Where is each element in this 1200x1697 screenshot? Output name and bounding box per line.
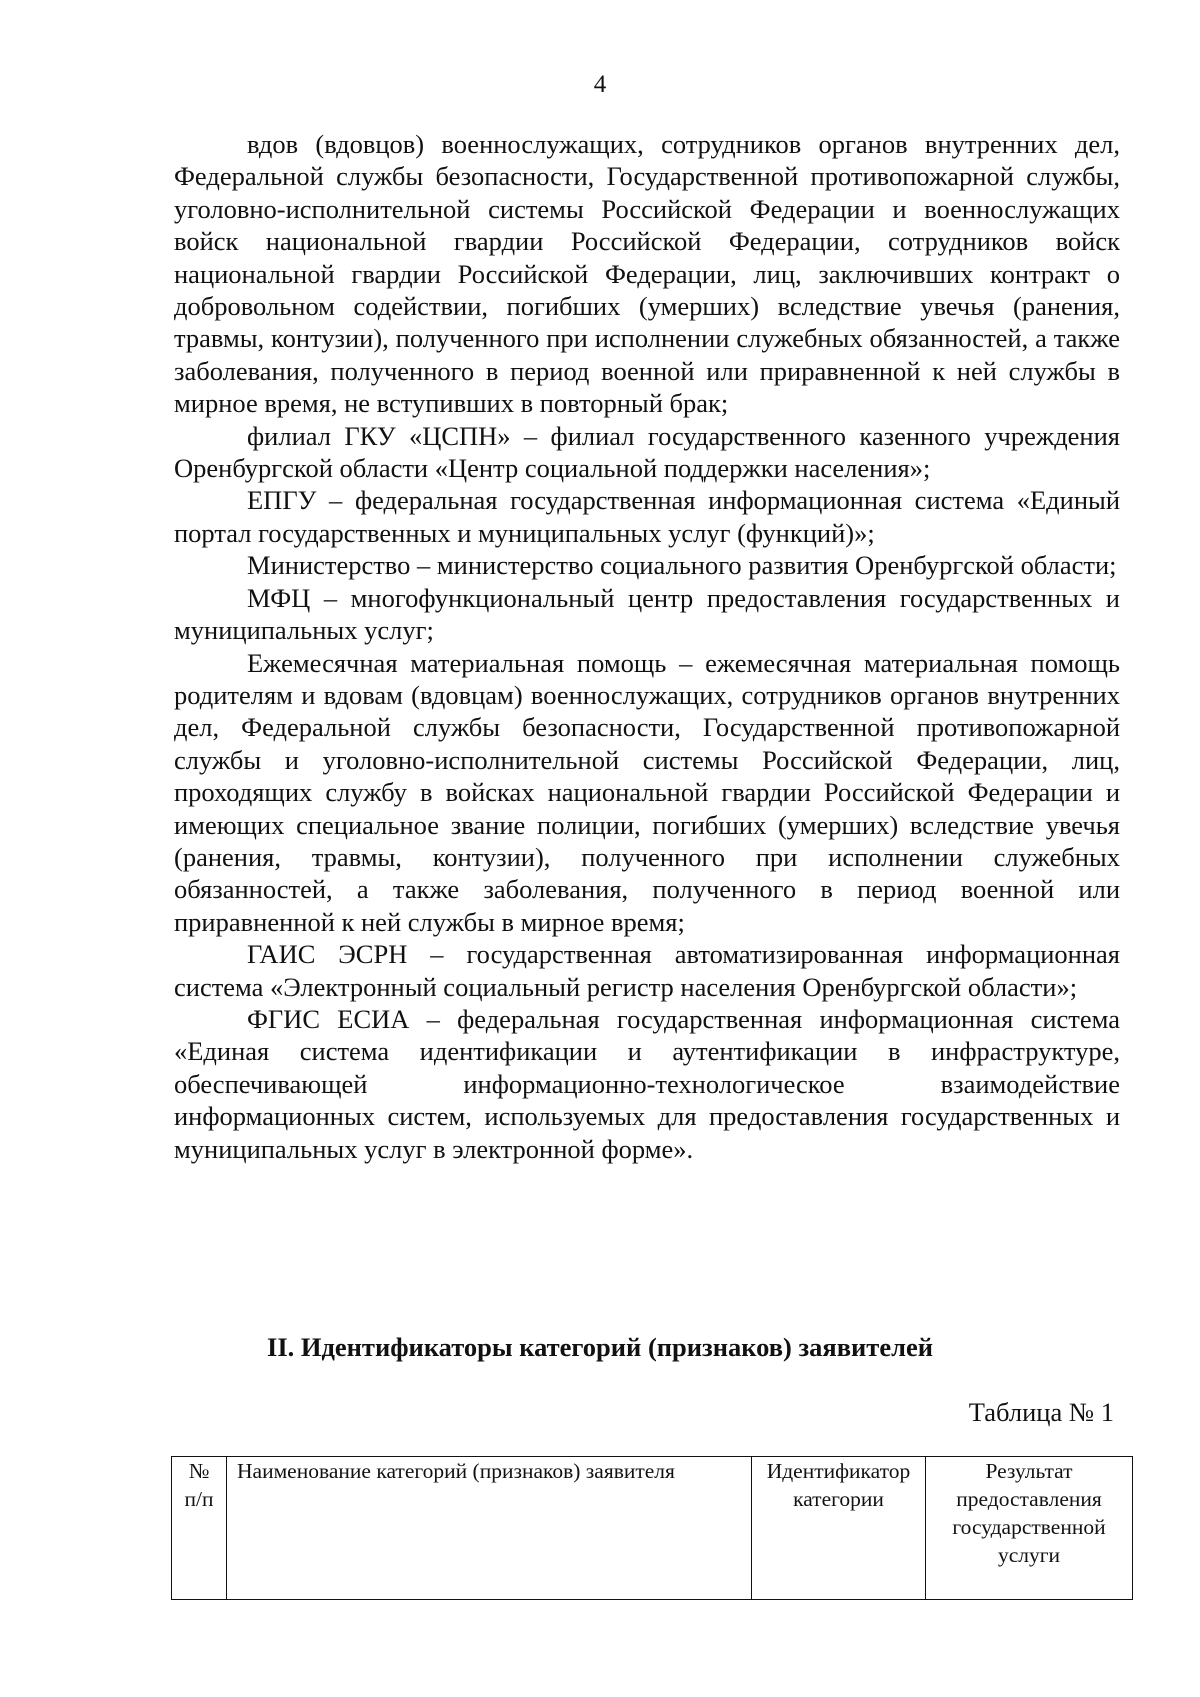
header-result-line1: Результат — [985, 1459, 1073, 1483]
header-category-name: Наименование категорий (признаков) заявителя — [227, 1457, 752, 1600]
paragraph-definition-gais-esrn: ГАИС ЭСРН – государственная автоматизированная информационная система «Электронный социальный регистр населения Оренбургской области»; — [174, 939, 1120, 1002]
body-text — [174, 128, 1120, 1165]
page-number: 4 — [593, 71, 607, 98]
table-caption: Таблица № 1 — [968, 1397, 1114, 1427]
paragraph-continuation: вдов (вдовцов) военнослужащих, сотрудников органов внутренних дел, Федеральной службы безопасности, Государственной противопожарной службы, уголовно-исполнительной системы Российской Федерации и военнослужащих войск национальной гвардии Российской Федерации, сотрудников войск национальной гвардии Российской Федерации, лиц, заключивших контракт о добровольном содействии, погибших (умерших) вследствие увечья (ранения, травмы, контузии), полученного при исполнении служебных обязанностей, а также заболевания, полученного в период военной или приравненной к ней службы в мирное время, не вступивших в повторный брак; — [174, 129, 1120, 419]
header-number-symbol: № — [188, 1459, 210, 1483]
categories-table — [171, 1456, 1133, 1600]
header-result-line4: услуги — [997, 1543, 1061, 1567]
paragraph-definition-mfc: МФЦ – многофункциональный центр предоставления государственных и муниципальных услуг; — [174, 582, 1120, 646]
header-result-line2: предоставления — [956, 1487, 1102, 1511]
header-number — [172, 1457, 227, 1600]
paragraph-definition-branch: филиал ГКУ «ЦСПН» – филиал государственного казенного учреждения Оренбургской области «Центр социальной поддержки населения»; — [174, 420, 1120, 484]
paragraph-definition-fgis-esia: ФГИС ЕСИА – федеральная государственная информационная система «Единая система идентификации и аутентификации в инфраструктуре, обеспечивающей информационно-технологическое взаимодействие информационных систем, используемых для предоставления государственных и муниципальных услуг в электронной форме». — [174, 1003, 1120, 1164]
header-category-id — [752, 1457, 926, 1600]
paragraph-definition-ministry: Министерство – министерство социального развития Оренбургской области; — [247, 550, 1117, 581]
header-result-line3: государственной — [952, 1515, 1106, 1539]
header-category-id-line1: Идентификатор — [766, 1459, 911, 1483]
paragraph-definition-monthly-aid: Ежемесячная материальная помощь – ежемесячная материальная помощь родителям и вдовам (вдовцам) военнослужащих, сотрудников органов внутренних дел, Федеральной службы безопасности, Государственной противопожарной службы и уголовно-исполнительной системы Российской Федерации, лиц, проходящих службу в войсках национальной гвардии Российской Федерации и имеющих специальное звание полиции, погибших (умерших) вследствие увечья (ранения, травмы, контузии), полученного при исполнении служебных обязанностей, а также заболевания, полученного в период военной или приравненной к ней службы в мирное время; — [174, 647, 1120, 937]
header-number-abbr: п/п — [184, 1487, 214, 1511]
section-heading: II. Идентификаторы категорий (признаков) заявителей — [267, 1332, 933, 1362]
header-category-id-line2: категории — [793, 1487, 884, 1511]
table-header-row — [172, 1457, 1133, 1600]
paragraph-definition-epgu: ЕПГУ – федеральная государственная информационная система «Единый портал государственных и муниципальных услуг (функций)»; — [174, 485, 1120, 548]
header-service-result — [926, 1457, 1133, 1600]
